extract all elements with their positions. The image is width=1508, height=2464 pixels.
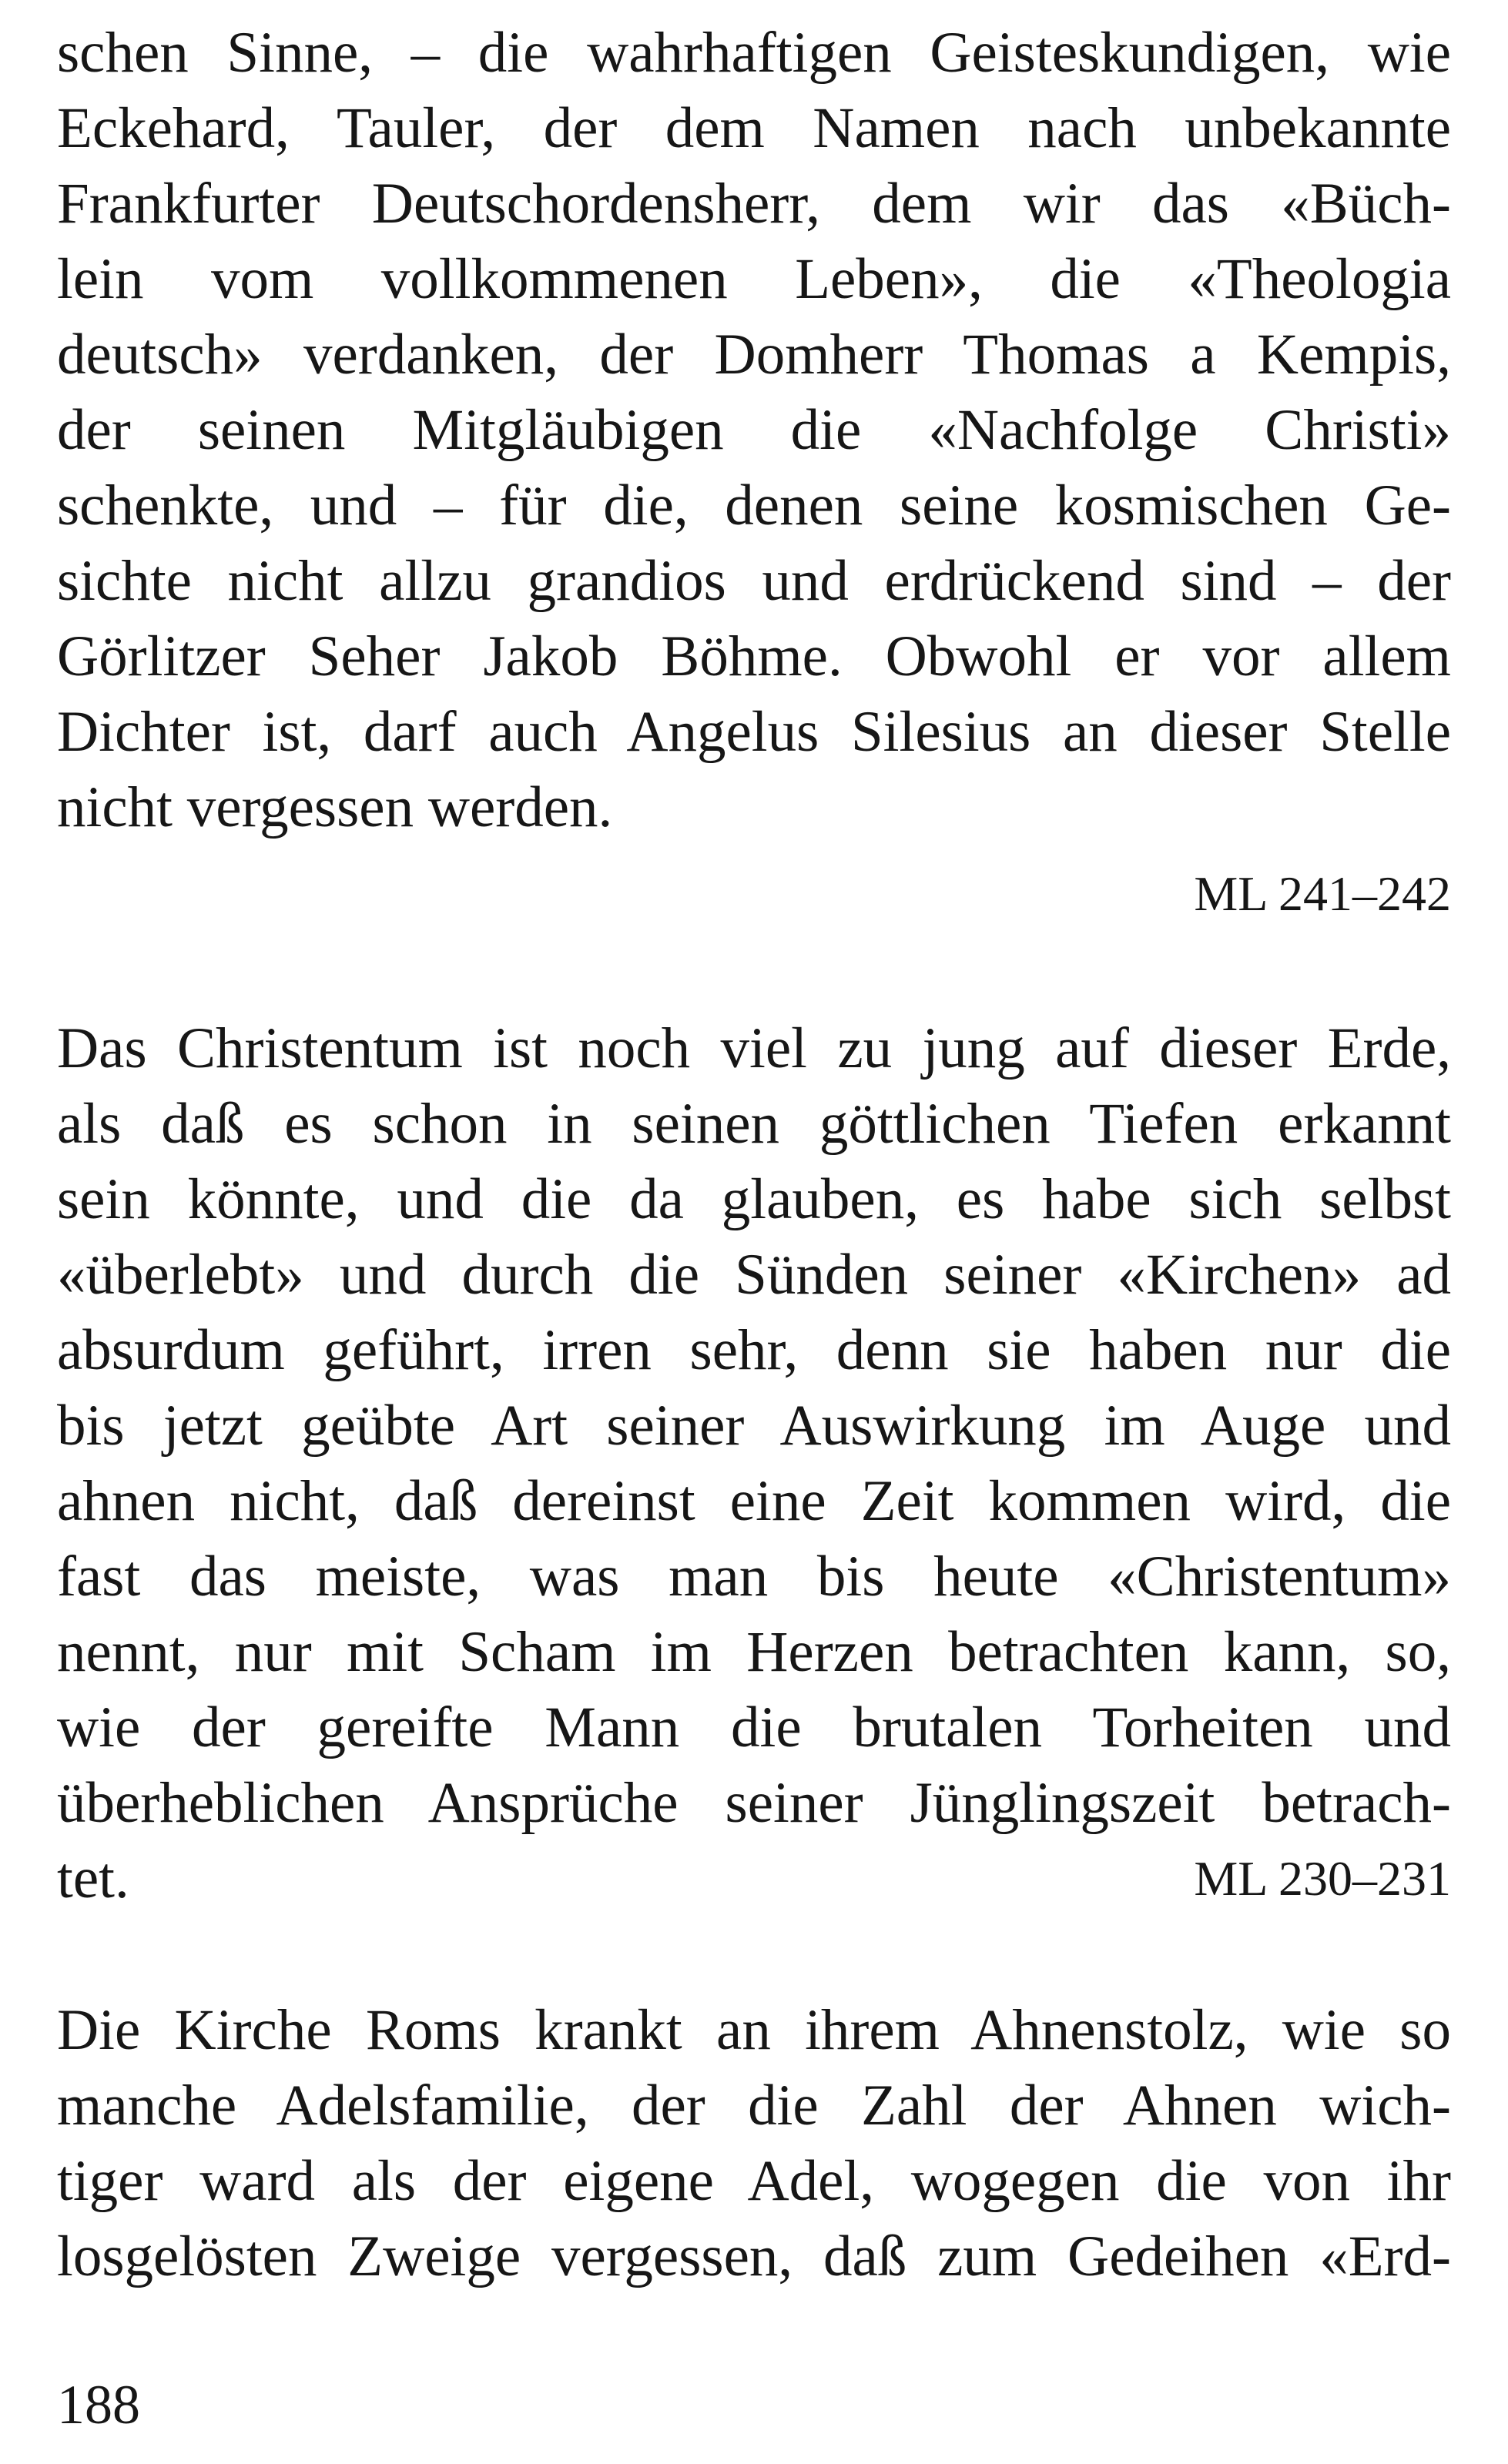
text-line: Frankfurter Deutschordensherr, dem wir das «Büch- [57, 172, 1451, 236]
text-line: Dichter ist, darf auch Angelus Silesius an dieser Stelle [57, 700, 1451, 764]
text-line: manche Adelsfamilie, der die Zahl der Ahnen wich- [57, 2074, 1451, 2138]
text-line: tiger ward als der eigene Adel, wogegen die von ihr [57, 2149, 1451, 2213]
text-line: lein vom vollkommenen Leben», die «Theologia [57, 247, 1451, 311]
text-line: Eckehard, Tauler, der dem Namen nach unbekannte [57, 96, 1451, 160]
text-line: überheblichen Ansprüche seiner Jünglingszeit betrach- [57, 1771, 1451, 1835]
text-line: sein könnte, und die da glauben, es habe sich selbst [57, 1167, 1451, 1231]
text-line: Die Kirche Roms krankt an ihrem Ahnenstolz, wie so [57, 1998, 1451, 2062]
text-line: Das Christentum ist noch viel zu jung auf dieser Erde, [57, 1016, 1451, 1080]
page-number: 188 [57, 2374, 140, 2436]
text-line: als daß es schon in seinen göttlichen Tiefen erkannt [57, 1092, 1451, 1156]
text-line: ahnen nicht, daß dereinst eine Zeit kommen wird, die [57, 1469, 1451, 1533]
text-line: fast das meiste, was man bis heute «Christentum» [57, 1545, 1451, 1609]
text-line: bis jetzt geübte Art seiner Auswirkung im Auge und [57, 1394, 1451, 1458]
text-line: schenkte, und – für die, denen seine kosmischen Ge- [57, 474, 1451, 537]
text-line: tet. [57, 1846, 129, 1910]
text-line: absurdum geführt, irren sehr, denn sie haben nur die [57, 1318, 1451, 1382]
text-line: losgelösten Zweige vergessen, daß zum Gedeihen «Erd- [57, 2225, 1451, 2288]
text-line: schen Sinne, – die wahrhaftigen Geisteskundigen, wie [57, 21, 1451, 85]
text-line: nennt, nur mit Scham im Herzen betrachten kann, so, [57, 1620, 1451, 1684]
text-line: der seinen Mitgläubigen die «Nachfolge Christi» [57, 398, 1451, 462]
text-line: sichte nicht allzu grandios und erdrückend sind – der [57, 549, 1451, 613]
text-line: deutsch» verdanken, der Domherr Thomas a Kempis, [57, 323, 1451, 387]
source-reference: ML 230–231 [1194, 1851, 1451, 1906]
text-line: «überlebt» und durch die Sünden seiner «Kirchen» ad [57, 1243, 1451, 1307]
text-line: Görlitzer Seher Jakob Böhme. Obwohl er vor allem [57, 624, 1451, 688]
source-reference: ML 241–242 [1194, 866, 1451, 921]
text-line: nicht vergessen werden. [57, 775, 613, 839]
text-line: wie der gereifte Mann die brutalen Torheiten und [57, 1696, 1451, 1759]
